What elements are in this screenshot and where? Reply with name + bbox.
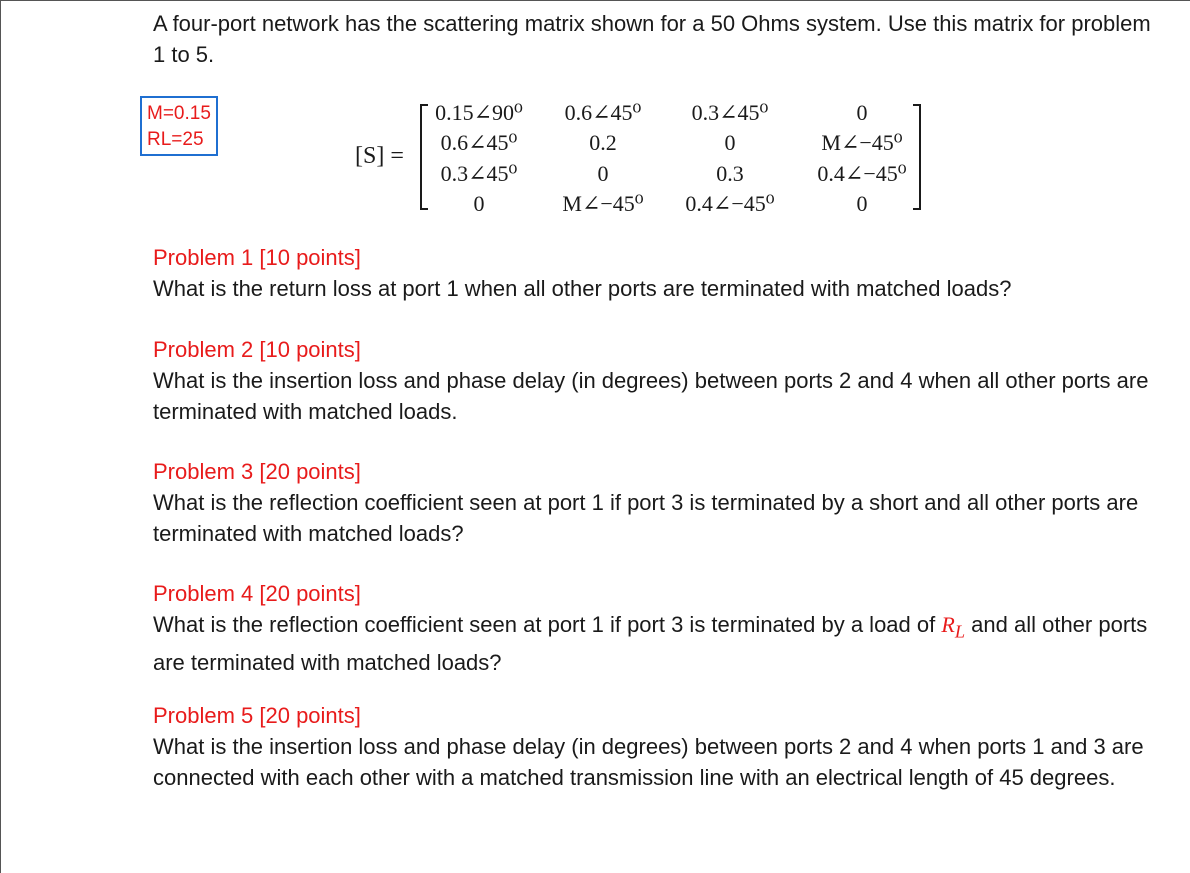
intro-text: A four-port network has the scattering matrix shown for a 50 Ohms system. Use this matrix for problem 1 to 5. <box>153 11 1151 67</box>
problem-2 <box>153 334 1153 427</box>
problem-1-text: What is the return loss at port 1 when all other ports are terminated with matched loads? <box>153 276 1012 301</box>
rl-symbol-sub: L <box>954 621 966 642</box>
matrix-cell-2-1: 0.6∠45⁰ <box>440 130 518 155</box>
matrix-right-bracket <box>913 104 921 210</box>
matrix-cell-1-2: 0.6∠45⁰ <box>564 100 642 125</box>
problem-5-text: What is the insertion loss and phase delay (in degrees) between ports 2 and 4 when ports 1 and 3 are connected with each other with a matched transmission line with an electrical length of 45 degrees. <box>153 734 1144 790</box>
problem-2-title: Problem 2 [10 points] <box>153 337 361 362</box>
rl-symbol-main: R <box>941 612 955 637</box>
matrix-cell-3-2: 0 <box>597 161 609 186</box>
given-m: M=0.15 <box>147 103 211 124</box>
s-matrix-label: [S] = <box>355 143 404 169</box>
matrix-cell-2-4: M∠−45⁰ <box>821 130 903 155</box>
matrix-cell-1-1: 0.15∠90⁰ <box>435 100 523 125</box>
matrix-cell-4-3: 0.4∠−45⁰ <box>685 191 775 216</box>
rl-symbol <box>941 612 966 642</box>
problem-4-text <box>153 609 1153 678</box>
problem-3-title: Problem 3 [20 points] <box>153 459 361 484</box>
problem-4 <box>153 578 1153 678</box>
problem-3-text: What is the reflection coefficient seen at port 1 if port 3 is terminated by a short and all other ports are terminated with matched loads? <box>153 490 1139 546</box>
matrix-cell-3-4: 0.4∠−45⁰ <box>817 161 907 186</box>
given-values-box <box>140 96 218 156</box>
matrix-cell-4-2: M∠−45⁰ <box>562 191 644 216</box>
problem-4-title: Problem 4 [20 points] <box>153 581 361 606</box>
problem-3 <box>153 456 1153 549</box>
matrix-cell-1-4: 0 <box>856 100 868 125</box>
problem-1 <box>153 242 1153 304</box>
problem-5-title: Problem 5 [20 points] <box>153 703 361 728</box>
matrix-cell-3-1: 0.3∠45⁰ <box>440 161 518 186</box>
matrix-cell-3-3: 0.3 <box>716 161 744 186</box>
matrix-cell-4-1: 0 <box>473 191 485 216</box>
matrix-cell-2-2: 0.2 <box>589 130 617 155</box>
problem-5 <box>153 700 1153 793</box>
matrix-cell-4-4: 0 <box>856 191 868 216</box>
given-rl: RL=25 <box>147 129 204 150</box>
problem-1-title: Problem 1 [10 points] <box>153 245 361 270</box>
matrix-cell-2-3: 0 <box>724 130 736 155</box>
problem-2-text: What is the insertion loss and phase delay (in degrees) between ports 2 and 4 when all other ports are terminated with matched loads. <box>153 368 1149 424</box>
problem-4-text-after: and all other ports are terminated with matched loads? <box>153 612 1148 676</box>
matrix-left-bracket <box>420 104 428 210</box>
problem-4-text-before: What is the reflection coefficient seen at port 1 if port 3 is terminated by a load of <box>153 612 936 637</box>
matrix-cell-1-3: 0.3∠45⁰ <box>691 100 769 125</box>
